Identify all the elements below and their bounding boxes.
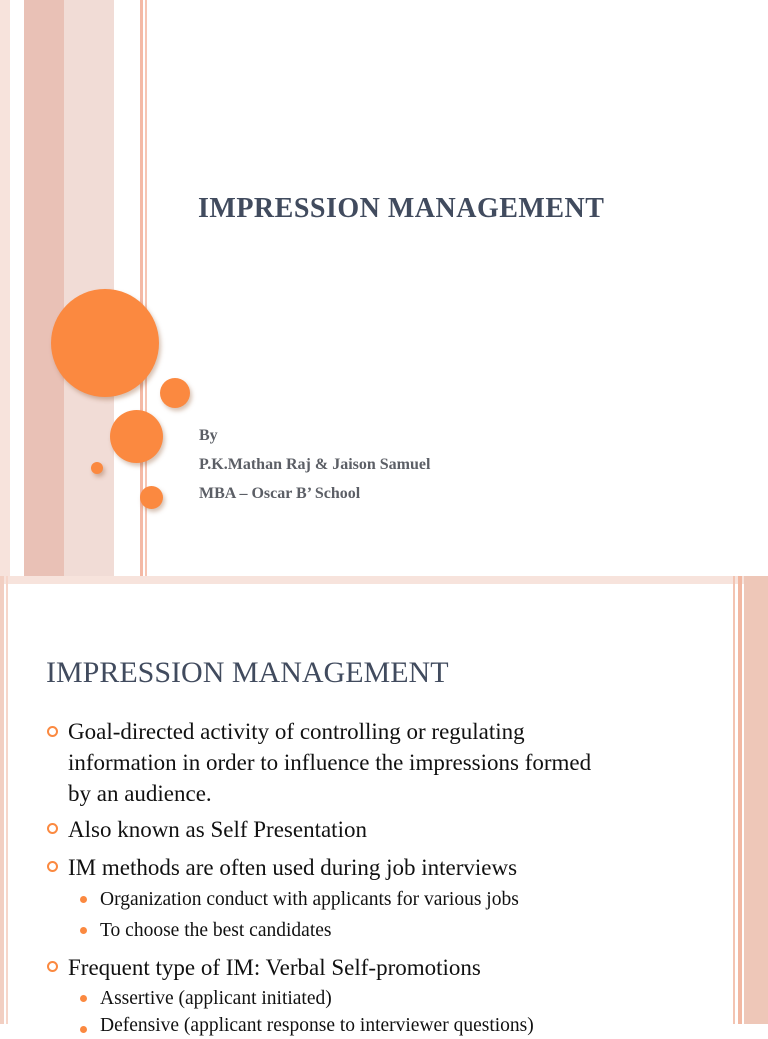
bullet-text: IM methods are often used during job interviews <box>68 855 518 880</box>
sub-bullet-text: To choose the best candidates <box>100 920 332 941</box>
bullet-text: by an audience. <box>68 781 212 806</box>
decorative-circle-small <box>160 378 190 408</box>
by-label: By <box>199 427 218 444</box>
sub-bullet-text: Defensive (applicant response to interviewer questions) <box>100 1015 534 1036</box>
decorative-stripe <box>6 576 8 1024</box>
decorative-stripe <box>0 576 4 1024</box>
slide-title: IMPRESSION MANAGEMENT <box>198 193 605 224</box>
content-slide <box>0 576 768 1036</box>
bullet-ring-icon <box>47 861 58 872</box>
affiliation: MBA – Oscar B’ School <box>199 485 361 502</box>
bullet-text: Also known as Self Presentation <box>68 817 367 842</box>
bullet-ring-icon <box>47 823 58 834</box>
decorative-circle-large <box>51 289 159 397</box>
decorative-stripe <box>744 576 768 1024</box>
decorative-circle-small <box>140 486 163 509</box>
bullet-ring-icon <box>47 726 58 737</box>
decorative-circle-medium <box>110 410 163 463</box>
decorative-stripe <box>733 576 735 1024</box>
bullet-dot-icon <box>80 1026 87 1033</box>
decorative-band <box>0 576 768 584</box>
sub-bullet-text: Organization conduct with applicants for various jobs <box>100 889 519 910</box>
decorative-stripe <box>24 0 64 576</box>
bullet-dot-icon <box>80 896 87 903</box>
bullet-dot-icon <box>80 927 87 934</box>
decorative-stripe <box>114 0 140 576</box>
bullet-text: Goal-directed activity of controlling or regulating <box>68 719 525 744</box>
bullet-dot-icon <box>80 995 87 1002</box>
decorative-stripe <box>0 0 10 576</box>
sub-bullet-text: Assertive (applicant initiated) <box>100 988 332 1009</box>
decorative-stripe <box>64 0 114 576</box>
authors: P.K.Mathan Raj & Jaison Samuel <box>199 456 431 473</box>
bullet-text: information in order to influence the impressions formed <box>68 750 592 775</box>
decorative-stripe <box>738 576 742 1024</box>
decorative-stripe <box>10 0 24 576</box>
decorative-circle-tiny <box>91 462 103 474</box>
bullet-ring-icon <box>47 961 58 972</box>
bullet-text: Frequent type of IM: Verbal Self-promotions <box>68 955 481 980</box>
slide-title: IMPRESSION MANAGEMENT <box>46 656 449 689</box>
